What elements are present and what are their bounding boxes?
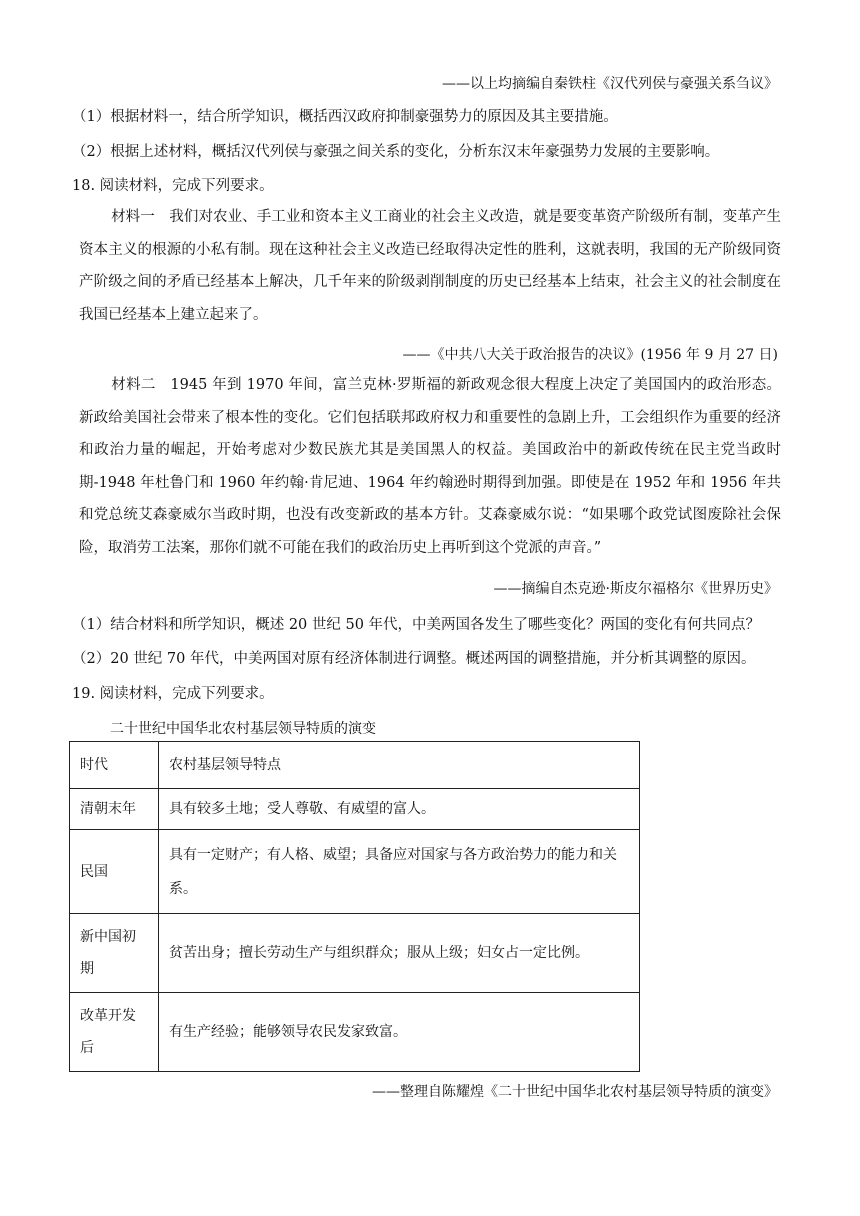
q18-heading: 18. 阅读材料，完成下列要求。 bbox=[72, 178, 274, 194]
q19-table-source: ——整理自陈耀煌《二十世纪中国华北农村基层领导特质的演变》 bbox=[372, 1084, 778, 1100]
table-row bbox=[70, 830, 640, 914]
leadership-evolution-table bbox=[69, 741, 640, 1072]
table-row bbox=[70, 914, 640, 993]
features-cell: 贫苦出身；擅长劳动生产与组织群众；服从上级；妇女占一定比例。 bbox=[159, 914, 640, 993]
era-cell: 改革开发后 bbox=[70, 993, 159, 1072]
source-citation-q17: ——以上均摘编自秦铁柱《汉代列侯与豪强关系刍议》 bbox=[442, 76, 778, 92]
q19-heading: 19. 阅读材料，完成下列要求。 bbox=[72, 686, 274, 702]
table-caption: 二十世纪中国华北农村基层领导特质的演变 bbox=[110, 721, 376, 737]
features-cell: 具有较多土地；受人尊敬、有威望的富人。 bbox=[159, 789, 640, 830]
q17-subquestion-2: （2）根据上述材料，概括汉代列侯与豪强之间关系的变化，分析东汉末年豪强势力发展的主要影响。 bbox=[72, 144, 720, 160]
q18-material-1-source: ——《中共八大关于政治报告的决议》(1956 年 9 月 27 日) bbox=[402, 347, 778, 363]
header-era: 时代 bbox=[70, 742, 159, 789]
q18-subquestion-1: （1）结合材料和所学知识，概述 20 世纪 50 年代，中美两国各发生了哪些变化？两国的变化有何共同点？ bbox=[72, 617, 761, 633]
era-cell: 民国 bbox=[70, 830, 159, 914]
q18-material-2-text: 材料二 1945 年到 1970 年间，富兰克林·罗斯福的新政观念很大程度上决定了美国国内的政治形态。新政给美国社会带来了根本性的变化。它们包括联邦政府权力和重要性的急剧上升，工会组织作为重要的经济和政治力量的崛起，开始考虑对少数民族尤其是美国黑人的权益。美国政治中的新政传统在民主党当政时期-1948 年杜鲁门和 1960 年约翰·肯尼迪、1964 年约翰逊时期得到加强。即使是在 1952 年和 1956 年共和党总统艾森豪威尔当政时期，也没有改变新政的基本方针。艾森豪威尔说：“如果哪个政党试图废除社会保险，取消劳工法案，那你们就不可能在我们的政治历史上再听到这个党派的声音。” bbox=[79, 377, 781, 556]
header-features: 农村基层领导特点 bbox=[159, 742, 640, 789]
q18-subquestion-2: （2）20 世纪 70 年代，中美两国对原有经济体制进行调整。概述两国的调整措施，并分析其调整的原因。 bbox=[72, 651, 756, 667]
q18-material-2-source: ——摘编自杰克逊·斯皮尔福格尔《世界历史》 bbox=[493, 581, 778, 597]
table-row bbox=[70, 789, 640, 830]
table-row bbox=[70, 993, 640, 1072]
q17-subquestion-1: （1）根据材料一，结合所学知识，概括西汉政府抑制豪强势力的原因及其主要措施。 bbox=[72, 109, 618, 125]
era-cell: 新中国初期 bbox=[70, 914, 159, 993]
q18-material-1 bbox=[79, 201, 781, 331]
q18-material-2 bbox=[79, 369, 781, 565]
features-cell: 具有一定财产；有人格、威望；具备应对国家与各方政治势力的能力和关系。 bbox=[159, 830, 640, 914]
q18-material-1-text: 材料一 我们对农业、手工业和资本主义工商业的社会主义改造，就是要变革资产阶级所有制，变革产生资本主义的根源的小私有制。现在这种社会主义改造已经取得决定性的胜利，这就表明，我国的无产阶级同资产阶级之间的矛盾已经基本上解决，几千年来的阶级剥削制度的历史已经基本上结束，社会主义的社会制度在我国已经基本上建立起来了。 bbox=[79, 209, 781, 323]
features-cell: 有生产经验；能够领导农民发家致富。 bbox=[159, 993, 640, 1072]
table-header-row bbox=[70, 742, 640, 789]
era-cell: 清朝末年 bbox=[70, 789, 159, 830]
